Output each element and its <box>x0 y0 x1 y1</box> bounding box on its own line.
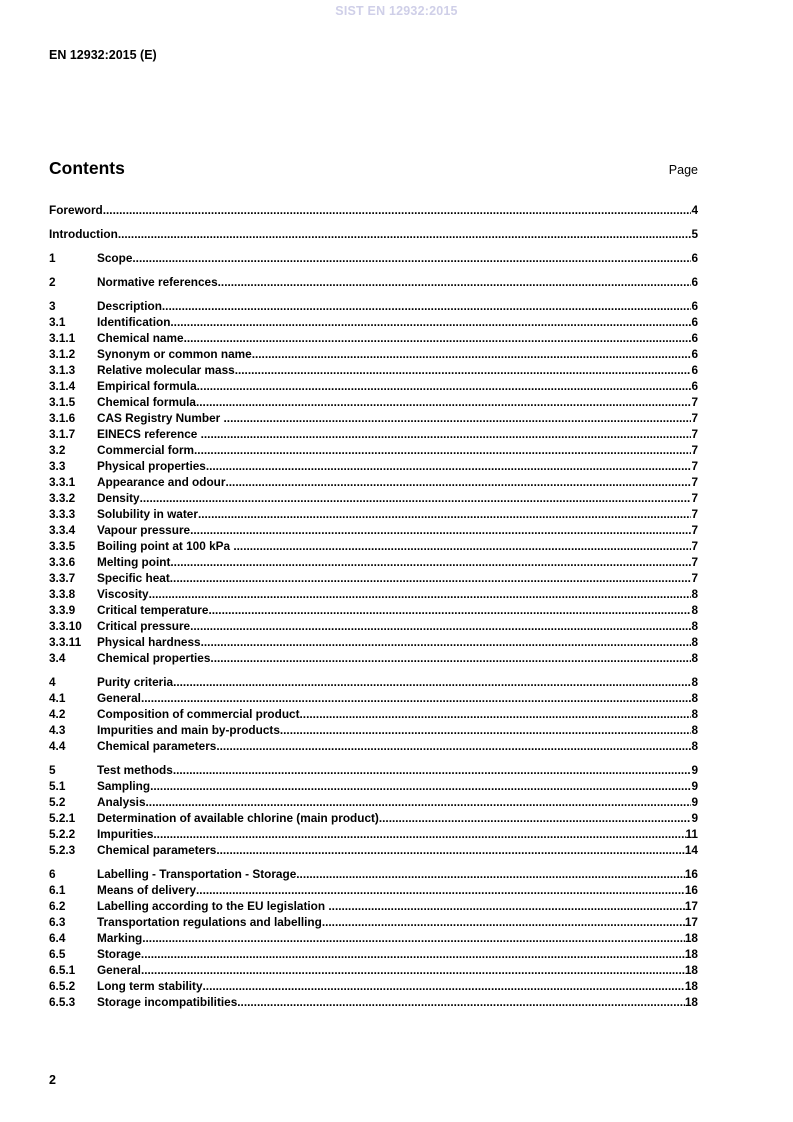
toc-entry-title: Chemical name <box>97 331 184 345</box>
toc-entry-page: 7 <box>691 459 698 473</box>
toc-entry[interactable] <box>49 618 698 634</box>
toc-entry-page: 16 <box>684 883 698 897</box>
toc-entry-page: 6 <box>691 347 698 361</box>
toc-entry-page: 6 <box>691 251 698 265</box>
toc-dot-leader <box>322 914 685 930</box>
toc-dot-leader <box>162 298 692 314</box>
toc-entry-page: 14 <box>684 843 698 857</box>
toc-entry-number: 1 <box>49 251 56 265</box>
toc-entry-title: Empirical formula <box>97 379 197 393</box>
toc-dot-leader <box>203 978 685 994</box>
toc-entry-page: 8 <box>691 651 698 665</box>
toc-entry[interactable] <box>49 602 698 618</box>
toc-entry[interactable] <box>49 810 698 826</box>
toc-entry-title: Vapour pressure <box>97 523 191 537</box>
toc-entry[interactable] <box>49 674 698 690</box>
toc-entry[interactable] <box>49 690 698 706</box>
toc-dot-leader <box>184 330 692 346</box>
toc-entry-number: 3.3.6 <box>49 555 76 569</box>
toc-entry[interactable] <box>49 362 698 378</box>
toc-entry-number: 6.5.2 <box>49 979 76 993</box>
toc-entry[interactable] <box>49 962 698 978</box>
toc-entry[interactable] <box>49 330 698 346</box>
toc-entry-page: 6 <box>691 275 698 289</box>
toc-entry-title: Commercial form <box>97 443 195 457</box>
toc-entry[interactable] <box>49 506 698 522</box>
toc-entry[interactable] <box>49 490 698 506</box>
toc-entry-title: Synonym or common name <box>97 347 252 361</box>
toc-entry-number: 3.4 <box>49 651 66 665</box>
toc-entry-title: Chemical parameters <box>97 843 217 857</box>
toc-entry-page: 17 <box>684 915 698 929</box>
toc-entry-number: 6.5 <box>49 947 66 961</box>
toc-entry-number: 3.1.4 <box>49 379 76 393</box>
toc-entry[interactable] <box>49 722 698 738</box>
toc-entry-title: General <box>97 963 141 977</box>
toc-entry-title: Transportation regulations and labelling <box>97 915 322 929</box>
toc-entry-title: Melting point <box>97 555 171 569</box>
watermark: SIST EN 12932:2015 <box>335 4 458 18</box>
page-column-heading: Page <box>668 163 698 177</box>
toc-entry[interactable] <box>49 314 698 330</box>
toc-entry[interactable] <box>49 994 698 1010</box>
toc-entry[interactable] <box>49 554 698 570</box>
toc-entry-number: 4.1 <box>49 691 66 705</box>
toc-entry-number: 3.1.6 <box>49 411 76 425</box>
toc-dot-leader <box>194 442 691 458</box>
toc-entry-page: 18 <box>684 963 698 977</box>
toc-entry-page: 6 <box>691 315 698 329</box>
toc-entry[interactable] <box>49 842 698 858</box>
toc-dot-leader <box>150 778 691 794</box>
toc-entry-title: Impurities and main by-products <box>97 723 280 737</box>
toc-entry-number: 3.3.10 <box>49 619 82 633</box>
toc-entry-title: Critical pressure <box>97 619 191 633</box>
toc-entry[interactable] <box>49 426 698 442</box>
toc-entry-page: 17 <box>684 899 698 913</box>
toc-dot-leader <box>118 226 692 242</box>
toc-entry[interactable] <box>49 378 698 394</box>
toc-entry[interactable] <box>49 706 698 722</box>
toc-entry-title: Long term stability <box>97 979 203 993</box>
toc-dot-leader <box>218 274 692 290</box>
toc-dot-leader <box>296 866 685 882</box>
toc-entry-number: 3.1.2 <box>49 347 76 361</box>
toc-entry-title: Introduction <box>49 227 118 241</box>
toc-entry-page: 18 <box>684 979 698 993</box>
toc-entry-number: 3.3.4 <box>49 523 76 537</box>
toc-entry[interactable] <box>49 978 698 994</box>
toc-entry-title: Relative molecular mass <box>97 363 235 377</box>
toc-dot-leader <box>140 490 692 506</box>
toc-entry-number: 3.3.1 <box>49 475 76 489</box>
toc-entry-title: Chemical properties <box>97 651 211 665</box>
toc-entry-page: 7 <box>691 491 698 505</box>
toc-entry[interactable] <box>49 882 698 898</box>
toc-entry-number: 3.3.3 <box>49 507 76 521</box>
toc-entry-page: 7 <box>691 555 698 569</box>
toc-entry-number: 5 <box>49 763 56 777</box>
toc-entry-page: 4 <box>691 203 698 217</box>
toc-dot-leader <box>173 674 691 690</box>
toc-entry-title: Storage <box>97 947 141 961</box>
toc-dot-leader <box>300 706 692 722</box>
toc-entry-page: 8 <box>691 587 698 601</box>
toc-dot-leader <box>206 458 692 474</box>
toc-entry[interactable] <box>49 570 698 586</box>
toc-entry-number: 3.1.3 <box>49 363 76 377</box>
toc-entry-number: 3.3.5 <box>49 539 76 553</box>
toc-dot-leader <box>201 426 692 442</box>
toc-entry-title: Description <box>97 299 162 313</box>
toc-entry-page: 8 <box>691 707 698 721</box>
toc-dot-leader <box>141 690 692 706</box>
toc-entry-page: 9 <box>691 811 698 825</box>
toc-dot-leader <box>170 570 692 586</box>
toc-dot-leader <box>170 554 691 570</box>
toc-entry-title: CAS Registry Number <box>97 411 224 425</box>
toc-dot-leader <box>153 826 685 842</box>
toc-entry-page: 7 <box>691 443 698 457</box>
toc-dot-leader <box>197 378 692 394</box>
toc-entry-number: 4.3 <box>49 723 66 737</box>
toc-entry-page: 9 <box>691 763 698 777</box>
toc-entry[interactable] <box>49 826 698 842</box>
toc-dot-leader <box>141 946 685 962</box>
toc-entry-number: 4 <box>49 675 56 689</box>
toc-dot-leader <box>252 346 692 362</box>
toc-entry[interactable] <box>49 458 698 474</box>
toc-dot-leader <box>196 394 691 410</box>
toc-dot-leader <box>224 410 692 426</box>
toc-entry-title: Critical temperature <box>97 603 209 617</box>
toc-dot-leader <box>173 762 692 778</box>
toc-entry-number: 6.2 <box>49 899 66 913</box>
toc-entry-number: 6.1 <box>49 883 66 897</box>
toc-entry-page: 7 <box>691 475 698 489</box>
toc-entry-number: 3.3.7 <box>49 571 76 585</box>
toc-entry[interactable] <box>49 866 698 882</box>
toc-entry-number: 6.5.1 <box>49 963 76 977</box>
toc-entry-page: 18 <box>684 947 698 961</box>
toc-entry-title: Viscosity <box>97 587 149 601</box>
toc-entry-number: 3.3.2 <box>49 491 76 505</box>
toc-entry-title: Storage incompatibilities <box>97 995 238 1009</box>
toc-entry[interactable] <box>49 762 698 778</box>
toc-entry[interactable] <box>49 394 698 410</box>
toc-entry-number: 3.2 <box>49 443 66 457</box>
toc-entry-number: 6.4 <box>49 931 66 945</box>
toc-entry-number: 3.3.9 <box>49 603 76 617</box>
toc-entry-title: Marking <box>97 931 143 945</box>
toc-entry-page: 8 <box>691 619 698 633</box>
toc-dot-leader <box>216 842 685 858</box>
toc-dot-leader <box>170 314 691 330</box>
toc-entry-page: 7 <box>691 427 698 441</box>
toc-dot-leader <box>233 538 691 554</box>
toc-entry-page: 7 <box>691 523 698 537</box>
toc-entry[interactable] <box>49 778 698 794</box>
toc-entry[interactable] <box>49 914 698 930</box>
toc-entry-title: Specific heat <box>97 571 170 585</box>
toc-entry-page: 18 <box>684 931 698 945</box>
toc-entry-title: Physical properties <box>97 459 206 473</box>
toc-entry-page: 5 <box>691 227 698 241</box>
toc-entry-title: Labelling according to the EU legislation <box>97 899 329 913</box>
toc-dot-leader <box>235 362 692 378</box>
toc-entry-page: 16 <box>684 867 698 881</box>
toc-dot-leader <box>237 994 685 1010</box>
toc-entry-page: 6 <box>691 379 698 393</box>
toc-entry-page: 9 <box>691 795 698 809</box>
toc-entry-page: 8 <box>691 635 698 649</box>
toc-entry-page: 8 <box>691 723 698 737</box>
toc-entry-title: Purity criteria <box>97 675 174 689</box>
toc-entry[interactable] <box>49 946 698 962</box>
toc-dot-leader <box>190 522 691 538</box>
toc-entry[interactable] <box>49 442 698 458</box>
toc-entry-title: Chemical parameters <box>97 739 217 753</box>
page-number: 2 <box>49 1073 56 1087</box>
toc-entry-title: Composition of commercial product <box>97 707 300 721</box>
toc-entry-number: 5.2.1 <box>49 811 76 825</box>
toc-entry[interactable] <box>49 538 698 554</box>
toc-entry[interactable] <box>49 898 698 914</box>
toc-entry-title: Normative references <box>97 275 218 289</box>
toc-entry[interactable] <box>49 410 698 426</box>
toc-entry-title: Impurities <box>97 827 154 841</box>
toc-entry[interactable] <box>49 202 698 218</box>
toc-entry[interactable] <box>49 298 698 314</box>
toc-entry-page: 8 <box>691 675 698 689</box>
toc-dot-leader <box>198 506 691 522</box>
toc-entry-title: Chemical formula <box>97 395 196 409</box>
toc-entry-page: 6 <box>691 299 698 313</box>
toc-entry-title: Scope <box>97 251 133 265</box>
toc-entry[interactable] <box>49 250 698 266</box>
toc-entry-number: 6.3 <box>49 915 66 929</box>
toc-dot-leader <box>280 722 692 738</box>
toc-entry-page: 8 <box>691 691 698 705</box>
toc-entry-title: Solubility in water <box>97 507 198 521</box>
toc-dot-leader <box>208 602 691 618</box>
toc-entry-number: 6 <box>49 867 56 881</box>
toc-entry-title: Labelling - Transportation - Storage <box>97 867 297 881</box>
toc-entry-number: 5.2.2 <box>49 827 76 841</box>
toc-entry-number: 3.3.11 <box>49 635 82 649</box>
toc-entry-page: 7 <box>691 507 698 521</box>
toc-entry-title: Test methods <box>97 763 173 777</box>
toc-dot-leader <box>142 930 685 946</box>
toc-entry-number: 4.2 <box>49 707 66 721</box>
toc-dot-leader <box>210 650 691 666</box>
toc-entry-title: EINECS reference <box>97 427 201 441</box>
toc-entry[interactable] <box>49 738 698 754</box>
toc-entry-title: Determination of available chlorine (main product) <box>97 811 379 825</box>
toc-entry-number: 4.4 <box>49 739 66 753</box>
toc-entry[interactable] <box>49 274 698 290</box>
toc-dot-leader <box>190 618 691 634</box>
toc-entry-number: 3.3 <box>49 459 66 473</box>
toc-dot-leader <box>328 898 684 914</box>
toc-entry-page: 7 <box>691 395 698 409</box>
toc-dot-leader <box>149 586 692 602</box>
toc-dot-leader <box>196 882 685 898</box>
toc-entry-number: 3.1.7 <box>49 427 76 441</box>
toc-dot-leader <box>379 810 692 826</box>
toc-entry[interactable] <box>49 634 698 650</box>
toc-entry[interactable] <box>49 586 698 602</box>
toc-entry-title: Analysis <box>97 795 146 809</box>
toc-entry[interactable] <box>49 474 698 490</box>
toc-entry-page: 8 <box>691 739 698 753</box>
toc-entry[interactable] <box>49 930 698 946</box>
toc-entry[interactable] <box>49 346 698 362</box>
toc-entry-number: 6.5.3 <box>49 995 76 1009</box>
toc-entry-title: Means of delivery <box>97 883 197 897</box>
document-identifier: EN 12932:2015 (E) <box>49 48 157 62</box>
toc-dot-leader <box>141 962 685 978</box>
toc-entry-number: 3.1.5 <box>49 395 76 409</box>
toc-entry-title: Boiling point at 100 kPa <box>97 539 234 553</box>
toc-entry-number: 5.1 <box>49 779 66 793</box>
toc-entry[interactable] <box>49 794 698 810</box>
toc-entry-page: 8 <box>691 603 698 617</box>
toc-entry-page: 7 <box>691 539 698 553</box>
toc-entry-page: 6 <box>691 363 698 377</box>
toc-entry-page: 9 <box>691 779 698 793</box>
toc-dot-leader <box>201 634 692 650</box>
toc-entry-number: 3.1.1 <box>49 331 76 345</box>
toc-entry-title: Identification <box>97 315 171 329</box>
toc-entry-title: Foreword <box>49 203 103 217</box>
toc-dot-leader <box>216 738 691 754</box>
toc-entry-page: 18 <box>684 995 698 1009</box>
toc-entry-page: 7 <box>691 571 698 585</box>
toc-entry-title: General <box>97 691 141 705</box>
toc-dot-leader <box>146 794 692 810</box>
toc-entry-page: 7 <box>691 411 698 425</box>
toc-entry-number: 2 <box>49 275 56 289</box>
toc-dot-leader <box>132 250 691 266</box>
toc-entry-number: 3.3.8 <box>49 587 76 601</box>
contents-title: Contents <box>49 158 125 178</box>
toc-entry[interactable] <box>49 650 698 666</box>
toc-entry[interactable] <box>49 522 698 538</box>
toc-entry-title: Sampling <box>97 779 151 793</box>
toc-entry-page: 11 <box>685 827 698 841</box>
toc-entry-title: Appearance and odour <box>97 475 226 489</box>
toc-entry-number: 3 <box>49 299 56 313</box>
toc-entry-title: Physical hardness <box>97 635 201 649</box>
toc-entry-title: Density <box>97 491 140 505</box>
toc-entry-number: 5.2 <box>49 795 66 809</box>
table-of-contents <box>49 202 698 1010</box>
toc-entry-page: 6 <box>691 331 698 345</box>
toc-entry-number: 5.2.3 <box>49 843 76 857</box>
toc-dot-leader <box>103 202 692 218</box>
toc-entry-number: 3.1 <box>49 315 66 329</box>
toc-entry[interactable] <box>49 226 698 242</box>
toc-dot-leader <box>225 474 691 490</box>
